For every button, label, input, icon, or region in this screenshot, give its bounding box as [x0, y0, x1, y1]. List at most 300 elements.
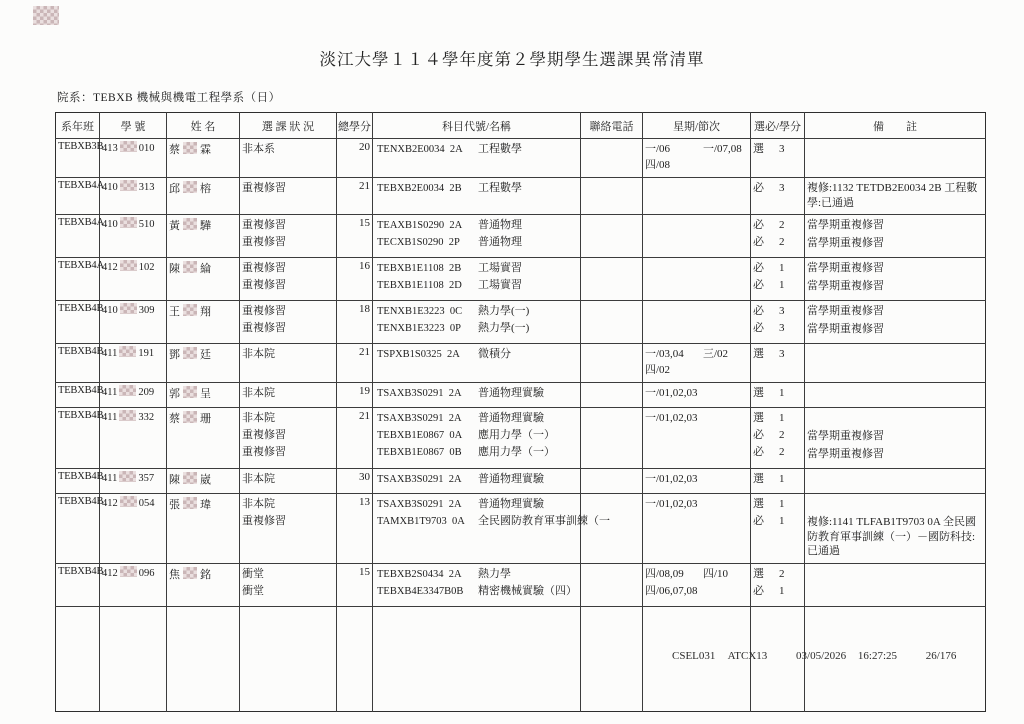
student-name-cell	[167, 469, 240, 494]
course-line	[375, 141, 578, 158]
periods-line	[645, 427, 748, 444]
total-credits-cell: 21	[337, 344, 373, 383]
sel-credit-line	[753, 217, 802, 234]
class-cell: TEBXB4B	[56, 301, 100, 344]
remark-cell	[805, 383, 986, 408]
course-name: 熱力學(一)	[478, 305, 530, 317]
course-line	[375, 277, 578, 294]
student-id-suffix: 357	[138, 473, 155, 484]
name-prefix: 陳	[169, 474, 180, 486]
sel-credit-cell	[751, 469, 805, 494]
header-periods: 星期/節次	[643, 113, 751, 139]
status-line: 非本院	[242, 473, 275, 485]
periods-visual-line	[645, 362, 748, 378]
course-code: TEBXB2S0434 2A	[377, 568, 462, 580]
student-id-prefix: 412	[102, 567, 118, 579]
student-id-suffix: 054	[138, 498, 155, 509]
report-terminal-id: ATCX13	[727, 650, 768, 662]
course-code: TENXB1E3223 0C	[377, 306, 463, 317]
student-name-cell	[167, 344, 240, 383]
period-group: 一/01,02,03	[645, 473, 698, 485]
student-id-suffix: 209	[138, 387, 155, 398]
table-row	[56, 215, 986, 258]
sel-credit-value: 2	[779, 446, 785, 458]
status-line: 非本院	[242, 348, 275, 360]
redaction-block	[183, 567, 197, 579]
course-line	[375, 583, 578, 600]
table-header-row	[56, 113, 986, 139]
sel-type: 選	[753, 473, 764, 485]
remark-line	[807, 584, 983, 602]
status-cell	[240, 215, 337, 258]
course-code: TSAXB3S0291 2A	[377, 413, 462, 424]
header-sel-credit: 選必/學分	[751, 113, 805, 139]
table-row	[56, 139, 986, 178]
phone-cell	[581, 494, 643, 564]
total-credits-cell: 20	[337, 139, 373, 178]
sel-credit-value: 3	[779, 305, 785, 317]
course-code: TEBXB2E0034 2B	[377, 183, 462, 194]
sel-type: 選	[753, 567, 764, 580]
name-prefix: 黃	[169, 220, 180, 232]
periods-visual-line	[645, 583, 748, 599]
student-id-cell	[100, 563, 167, 606]
remark-line	[807, 346, 983, 364]
course-line	[375, 217, 578, 234]
course-code: TEBXB1E0867 0B	[377, 447, 462, 458]
course-code: TEBXB1E0867 0A	[377, 430, 463, 441]
course-name: 普通物理	[478, 219, 522, 231]
course-line	[375, 346, 578, 363]
anomaly-table	[55, 112, 986, 712]
periods-visual-line	[645, 157, 748, 173]
phone-cell	[581, 258, 643, 301]
course-code: TSAXB3S0291 2A	[377, 499, 462, 510]
sel-credit-cell	[751, 215, 805, 258]
course-name: 普通物理	[478, 236, 522, 248]
table-row	[56, 563, 986, 606]
remark-line: 當學期重複修習	[807, 305, 884, 317]
status-cell	[240, 383, 337, 408]
sel-credit-value: 2	[779, 429, 785, 441]
course-name: 工程數學	[478, 182, 522, 194]
remark-line: 複修:1132 TETDB2E0034 2B 工程數學:已通過	[807, 182, 978, 209]
student-name-cell	[167, 563, 240, 606]
periods-line	[645, 234, 748, 251]
header-name: 姓 名	[167, 113, 240, 139]
redaction-block	[183, 386, 197, 398]
course-code: TEAXB1S0290 2A	[377, 220, 463, 231]
sel-credit-cell	[751, 408, 805, 469]
class-cell: TEBXB4A	[56, 215, 100, 258]
periods-line	[645, 180, 748, 197]
sel-credit-value: 1	[779, 515, 785, 527]
sel-type: 必	[753, 515, 764, 527]
sel-credit-value: 1	[779, 279, 785, 291]
sel-type: 必	[753, 305, 764, 317]
periods-line	[645, 260, 748, 277]
remark-line: 當學期重複修習	[807, 448, 884, 460]
course-line	[375, 427, 578, 444]
class-cell: TEBXB4A	[56, 178, 100, 215]
class-cell: TEBXB4B	[56, 563, 100, 606]
course-name: 熱力學(一)	[478, 322, 530, 334]
redaction-block	[120, 303, 137, 314]
course-line	[375, 444, 578, 461]
total-credits-cell: 16	[337, 258, 373, 301]
phone-cell	[581, 383, 643, 408]
sel-type: 必	[753, 262, 764, 274]
periods-cell	[643, 301, 751, 344]
student-id-cell	[100, 178, 167, 215]
sel-credit-line	[753, 320, 802, 337]
period-group: 一/01,02,03	[645, 387, 698, 399]
period-group: 一/03,04	[645, 348, 684, 360]
class-cell: TEBXB4B	[56, 344, 100, 383]
periods-visual-line	[645, 410, 748, 426]
sel-credit-value: 3	[779, 143, 785, 155]
status-line: 重複修習	[242, 182, 286, 194]
periods-cell	[643, 215, 751, 258]
remark-line: 複修:1141 TLFAB1T9703 0A 全民國防教育軍事訓練（一）－國防科技:已通過	[807, 516, 976, 557]
course-name: 普通物理實驗	[478, 387, 544, 399]
periods-visual-line	[645, 471, 748, 487]
remark-line	[807, 496, 983, 514]
remark-line: 當學期重複修習	[807, 237, 884, 249]
table-row	[56, 383, 986, 408]
redaction-block	[120, 566, 137, 577]
remark-line: 當學期重複修習	[807, 323, 884, 335]
total-credits-cell: 21	[337, 408, 373, 469]
remark-line	[807, 410, 983, 428]
class-cell: TEBXB4B	[56, 469, 100, 494]
header-phone: 聯絡電話	[581, 113, 643, 139]
redaction-block	[183, 218, 197, 230]
sel-credit-value: 1	[779, 387, 785, 399]
empty-cell	[581, 606, 643, 711]
phone-cell	[581, 344, 643, 383]
student-id-cell	[100, 258, 167, 301]
student-id-cell	[100, 301, 167, 344]
table-body	[56, 139, 986, 712]
status-cell	[240, 344, 337, 383]
student-name-cell	[167, 258, 240, 301]
header-class: 系年班	[56, 113, 100, 139]
periods-cell	[643, 178, 751, 215]
report-time: 16:27:25	[857, 650, 898, 662]
periods-visual-line	[645, 385, 748, 401]
student-id-prefix: 413	[102, 143, 118, 154]
remark-cell	[805, 344, 986, 383]
remark-cell	[805, 258, 986, 301]
status-cell	[240, 563, 337, 606]
redaction-block	[183, 497, 197, 509]
course-cell	[373, 344, 581, 383]
redaction-block	[120, 496, 137, 507]
periods-line	[645, 277, 748, 294]
period-group: 三/02	[703, 348, 729, 360]
sel-credit-cell	[751, 383, 805, 408]
phone-cell	[581, 469, 643, 494]
status-cell	[240, 178, 337, 215]
periods-cell	[643, 494, 751, 564]
course-code: TSAXB3S0291 2A	[377, 474, 462, 485]
redaction-block-corner	[33, 6, 59, 25]
sel-credit-value: 2	[779, 236, 785, 248]
student-id-suffix: 096	[138, 567, 155, 579]
course-code: TEBXB1E1108 2D	[377, 280, 462, 291]
header-student-id: 學 號	[100, 113, 167, 139]
remark-cell	[805, 301, 986, 344]
student-id-prefix: 411	[102, 348, 118, 359]
status-line: 重複修習	[242, 446, 286, 458]
periods-cell	[643, 139, 751, 178]
student-id-prefix: 412	[102, 262, 118, 273]
course-line	[375, 385, 578, 402]
course-name: 全民國防教育軍事訓練（一	[478, 515, 610, 527]
redaction-block	[183, 411, 197, 423]
period-group: 四/02	[645, 364, 671, 376]
status-line: 重複修習	[242, 305, 286, 317]
course-cell	[373, 494, 610, 564]
redaction-block	[183, 261, 197, 273]
student-id-prefix: 411	[102, 387, 118, 398]
name-suffix: 榕	[200, 183, 211, 195]
periods-line	[645, 385, 748, 402]
redaction-block	[183, 304, 197, 316]
period-group: 四/08,09	[645, 567, 684, 580]
student-id-prefix: 411	[102, 412, 118, 423]
student-name-cell	[167, 301, 240, 344]
sel-type: 必	[753, 236, 764, 248]
sel-type: 必	[753, 279, 764, 291]
redaction-block	[183, 142, 197, 154]
sel-credit-line	[753, 234, 802, 251]
empty-cell	[337, 606, 373, 711]
table-row	[56, 301, 986, 344]
total-credits-cell: 21	[337, 178, 373, 215]
course-code: TSPXB1S0325 2A	[377, 349, 460, 360]
period-group: 一/01,02,03	[645, 412, 698, 424]
course-line	[375, 410, 578, 427]
periods-cell	[643, 563, 751, 606]
sel-credit-line	[753, 496, 802, 513]
report-footer	[672, 650, 968, 662]
remark-line	[807, 385, 983, 403]
sel-credit-value: 1	[779, 584, 785, 597]
total-credits-cell: 13	[337, 494, 373, 564]
student-id-cell	[100, 383, 167, 408]
sel-credit-line	[753, 427, 802, 444]
sel-credit-value: 1	[779, 473, 785, 485]
name-prefix: 焦	[169, 568, 180, 581]
course-cell	[373, 469, 581, 494]
sel-credit-line	[753, 277, 802, 294]
student-id-prefix: 410	[102, 182, 118, 193]
redaction-block	[119, 385, 136, 396]
course-cell	[373, 178, 581, 215]
class-cell: TEBXB4B	[56, 408, 100, 469]
course-line	[375, 496, 578, 513]
remark-line	[807, 141, 983, 159]
periods-line	[645, 303, 748, 320]
periods-line	[645, 346, 748, 378]
student-id-suffix: 309	[138, 305, 155, 316]
total-credits-cell: 18	[337, 301, 373, 344]
sel-type: 選	[753, 143, 764, 155]
status-line: 重複修習	[242, 322, 286, 334]
status-cell	[240, 258, 337, 301]
status-line: 重複修習	[242, 515, 286, 527]
sel-credit-line	[753, 410, 802, 427]
header-course: 科目代號/名稱	[373, 113, 581, 139]
sel-credit-cell	[751, 563, 805, 606]
table-row	[56, 178, 986, 215]
course-name: 工程數學	[478, 143, 522, 155]
course-name: 微積分	[478, 348, 511, 360]
course-name: 普通物理實驗	[478, 498, 544, 510]
header-status: 選 課 狀 況	[240, 113, 337, 139]
course-cell	[373, 301, 581, 344]
header-credits: 總學分	[337, 113, 373, 139]
student-id-cell	[100, 408, 167, 469]
student-id-cell	[100, 469, 167, 494]
status-cell	[240, 139, 337, 178]
sel-credit-cell	[751, 258, 805, 301]
empty-cell	[100, 606, 167, 711]
class-cell: TEBXB4A	[56, 258, 100, 301]
remark-line: 當學期重複修習	[807, 262, 884, 274]
periods-line	[645, 217, 748, 234]
empty-cell	[56, 606, 100, 711]
sel-type: 必	[753, 584, 764, 597]
student-name-cell	[167, 408, 240, 469]
course-cell	[373, 215, 581, 258]
sel-credit-value: 2	[779, 219, 785, 231]
course-name: 應用力學（一）	[478, 429, 555, 441]
name-suffix: 驊	[200, 220, 211, 232]
empty-cell	[373, 606, 581, 711]
name-suffix: 珊	[200, 413, 211, 425]
period-group: 一/06	[645, 143, 671, 155]
remark-line	[807, 471, 983, 489]
period-group: 一/07,08	[703, 143, 742, 155]
periods-line	[645, 566, 748, 583]
period-group: 四/08	[645, 159, 671, 171]
sel-credit-line	[753, 260, 802, 277]
sel-type: 必	[753, 182, 764, 194]
report-date: 03/05/2026	[796, 650, 847, 662]
sel-credit-cell	[751, 178, 805, 215]
sel-credit-line	[753, 385, 802, 402]
student-id-suffix: 010	[138, 143, 155, 154]
course-code: TAMXB1T9703 0A	[377, 516, 465, 527]
name-suffix: 崴	[200, 474, 211, 486]
period-group: 四/10	[703, 567, 729, 580]
sel-credit-value: 1	[779, 412, 785, 424]
course-code: TENXB2E0034 2A	[377, 144, 463, 155]
course-name: 工場實習	[478, 262, 522, 274]
periods-line	[645, 513, 748, 530]
redaction-block	[120, 141, 137, 152]
status-line: 衝堂	[242, 567, 264, 580]
course-cell	[373, 408, 581, 469]
course-code: TENXB1E3223 0P	[377, 323, 461, 334]
status-line: 重複修習	[242, 219, 286, 231]
name-suffix: 翔	[200, 306, 211, 318]
status-cell	[240, 301, 337, 344]
sel-credit-value: 2	[779, 567, 785, 580]
redaction-block	[120, 217, 137, 228]
table-row	[56, 344, 986, 383]
status-line: 衝堂	[242, 584, 264, 597]
sel-credit-value: 1	[779, 262, 785, 274]
name-suffix: 瑋	[200, 499, 211, 511]
name-prefix: 蔡	[169, 413, 180, 425]
periods-cell	[643, 383, 751, 408]
course-line	[375, 320, 578, 337]
remark-cell	[805, 408, 986, 469]
course-line	[375, 303, 578, 320]
total-credits-cell: 19	[337, 383, 373, 408]
name-suffix: 綸	[200, 263, 211, 275]
redaction-block	[119, 346, 136, 357]
sel-type: 選	[753, 498, 764, 510]
periods-visual-line	[645, 141, 748, 157]
class-cell: TEBXB3B	[56, 139, 100, 178]
course-name: 精密機械實驗（四）	[478, 584, 577, 597]
status-line: 重複修習	[242, 236, 286, 248]
course-code: TSAXB3S0291 2A	[377, 388, 462, 399]
status-cell	[240, 494, 337, 564]
sel-type: 選	[753, 387, 764, 399]
periods-line	[645, 471, 748, 488]
student-id-cell	[100, 344, 167, 383]
status-line: 非本院	[242, 412, 275, 424]
sel-credit-value: 3	[779, 348, 785, 360]
course-code: TECXB1S0290 2P	[377, 237, 460, 248]
periods-cell	[643, 408, 751, 469]
remark-cell	[805, 178, 986, 215]
phone-cell	[581, 563, 643, 606]
remark-line: 當學期重複修習	[807, 280, 884, 292]
total-credits-cell: 30	[337, 469, 373, 494]
sel-credit-line	[753, 583, 802, 600]
redaction-block	[120, 260, 137, 271]
student-id-suffix: 102	[138, 262, 155, 273]
status-line: 重複修習	[242, 279, 286, 291]
table-row	[56, 469, 986, 494]
header-remark: 備 註	[805, 113, 986, 139]
phone-cell	[581, 215, 643, 258]
name-prefix: 郭	[169, 388, 180, 400]
course-name: 普通物理實驗	[478, 412, 544, 424]
sel-type: 必	[753, 322, 764, 334]
redaction-block	[119, 471, 136, 482]
remark-cell	[805, 469, 986, 494]
name-prefix: 鄧	[169, 349, 180, 361]
course-code: TEBXB1E1108 2B	[377, 263, 462, 274]
sel-credit-line	[753, 346, 802, 363]
student-id-cell	[100, 215, 167, 258]
sel-type: 必	[753, 219, 764, 231]
course-line	[375, 180, 578, 197]
sel-credit-value: 3	[779, 322, 785, 334]
student-id-prefix: 410	[102, 305, 118, 316]
student-id-suffix: 313	[138, 182, 155, 193]
name-suffix: 銘	[200, 568, 211, 581]
sel-credit-cell	[751, 494, 805, 564]
